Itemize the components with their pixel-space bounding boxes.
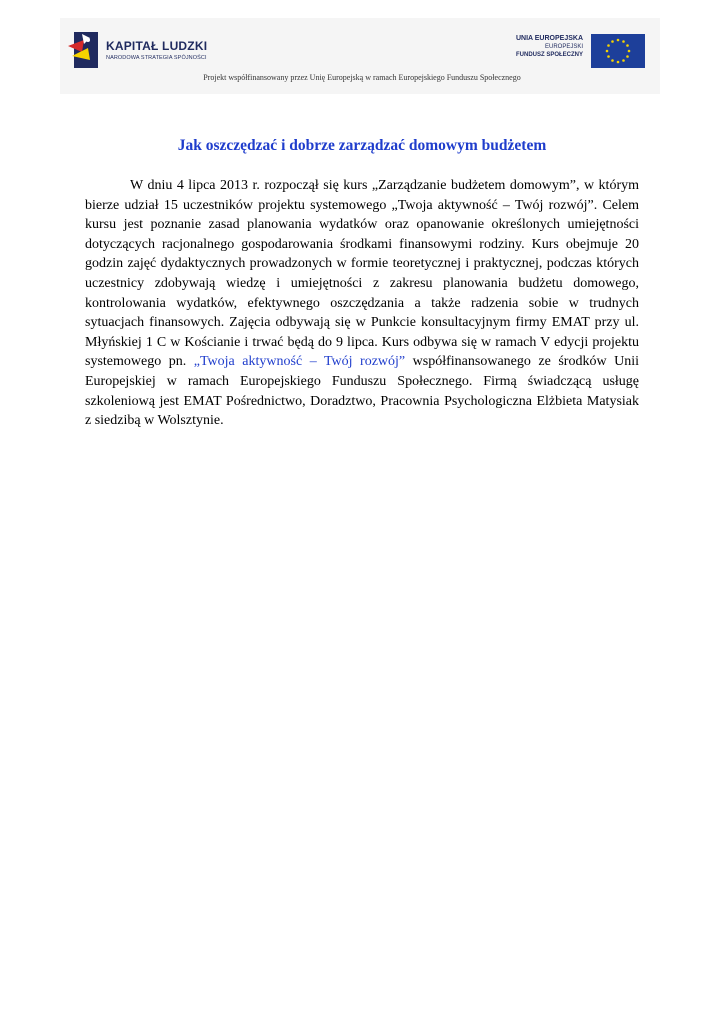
article-title: Jak oszczędzać i dobrze zarządzać domowym budżetem	[177, 137, 547, 154]
article-body-part1: W dniu 4 lipca 2013 r. rozpoczął się kurs „Zarządzanie budżetem domowym”, w którym bierze udział 15 uczestników projektu systemowego „Twoja aktywność – Twój rozwój”. Celem kursu jest poznanie zasad planowania wydatków oraz opanowanie określonych umiejętności dotyczących racjonalnego gospodarowania środkami finansowymi rodziny. Kurs obejmuje 20 godzin zajęć dydaktycznych prowadzonych w formie teoretycznej i praktycznej, podczas których uczestnicy zdobywają wiedzę i umiejętności z zakresu planowania budżetu domowego, kontrolowania wydatków, efektywnego oszczędzania a także radzenia sobie w trudnych sytuacjach finansowych. Zajęcia odbywają się w Punkcie konsultacyjnym firmy EMAT przy ul. Młyńskiej 1 C w Kościanie i trwać będą do 9 lipca. Kurs odbywa się w ramach V edycji projektu systemowego pn.	[85, 178, 639, 370]
eu-flag-icon	[591, 34, 645, 68]
eu-logo	[500, 34, 645, 70]
article-body-part2: współfinansowanego ze środków Unii Europejskiej w ramach Europejskiego Funduszu Społecznego. Firmą świadczącą usługę szkoleniową jest EMAT Pośrednictwo, Doradztwo, Pracownia Psychologiczna Elżbieta Matysiak z siedzibą w Wolsztynie.	[85, 354, 639, 429]
kapital-ludzki-emblem-icon	[68, 28, 102, 70]
kapital-ludzki-title: KAPITAŁ LUDZKI	[106, 39, 208, 53]
kapital-ludzki-subtitle: NARODOWA STRATEGIA SPÓJNOŚCI	[106, 55, 207, 61]
article-body	[85, 176, 639, 431]
kapital-ludzki-logo	[68, 28, 208, 70]
eu-logo-line1: UNIA EUROPEJSKA	[515, 35, 583, 42]
eu-logo-line2: EUROPEJSKI	[544, 44, 583, 50]
cofunded-notice: Projekt współfinansowany przez Unię Europejską w ramach Europejskiego Funduszu Społecznego	[203, 73, 521, 82]
eu-logo-line3: FUNDUSZ SPOŁECZNY	[515, 52, 583, 58]
eu-logo-text	[516, 34, 583, 59]
project-name-link[interactable]: „Twoja aktywność – Twój rozwój”	[193, 354, 406, 370]
